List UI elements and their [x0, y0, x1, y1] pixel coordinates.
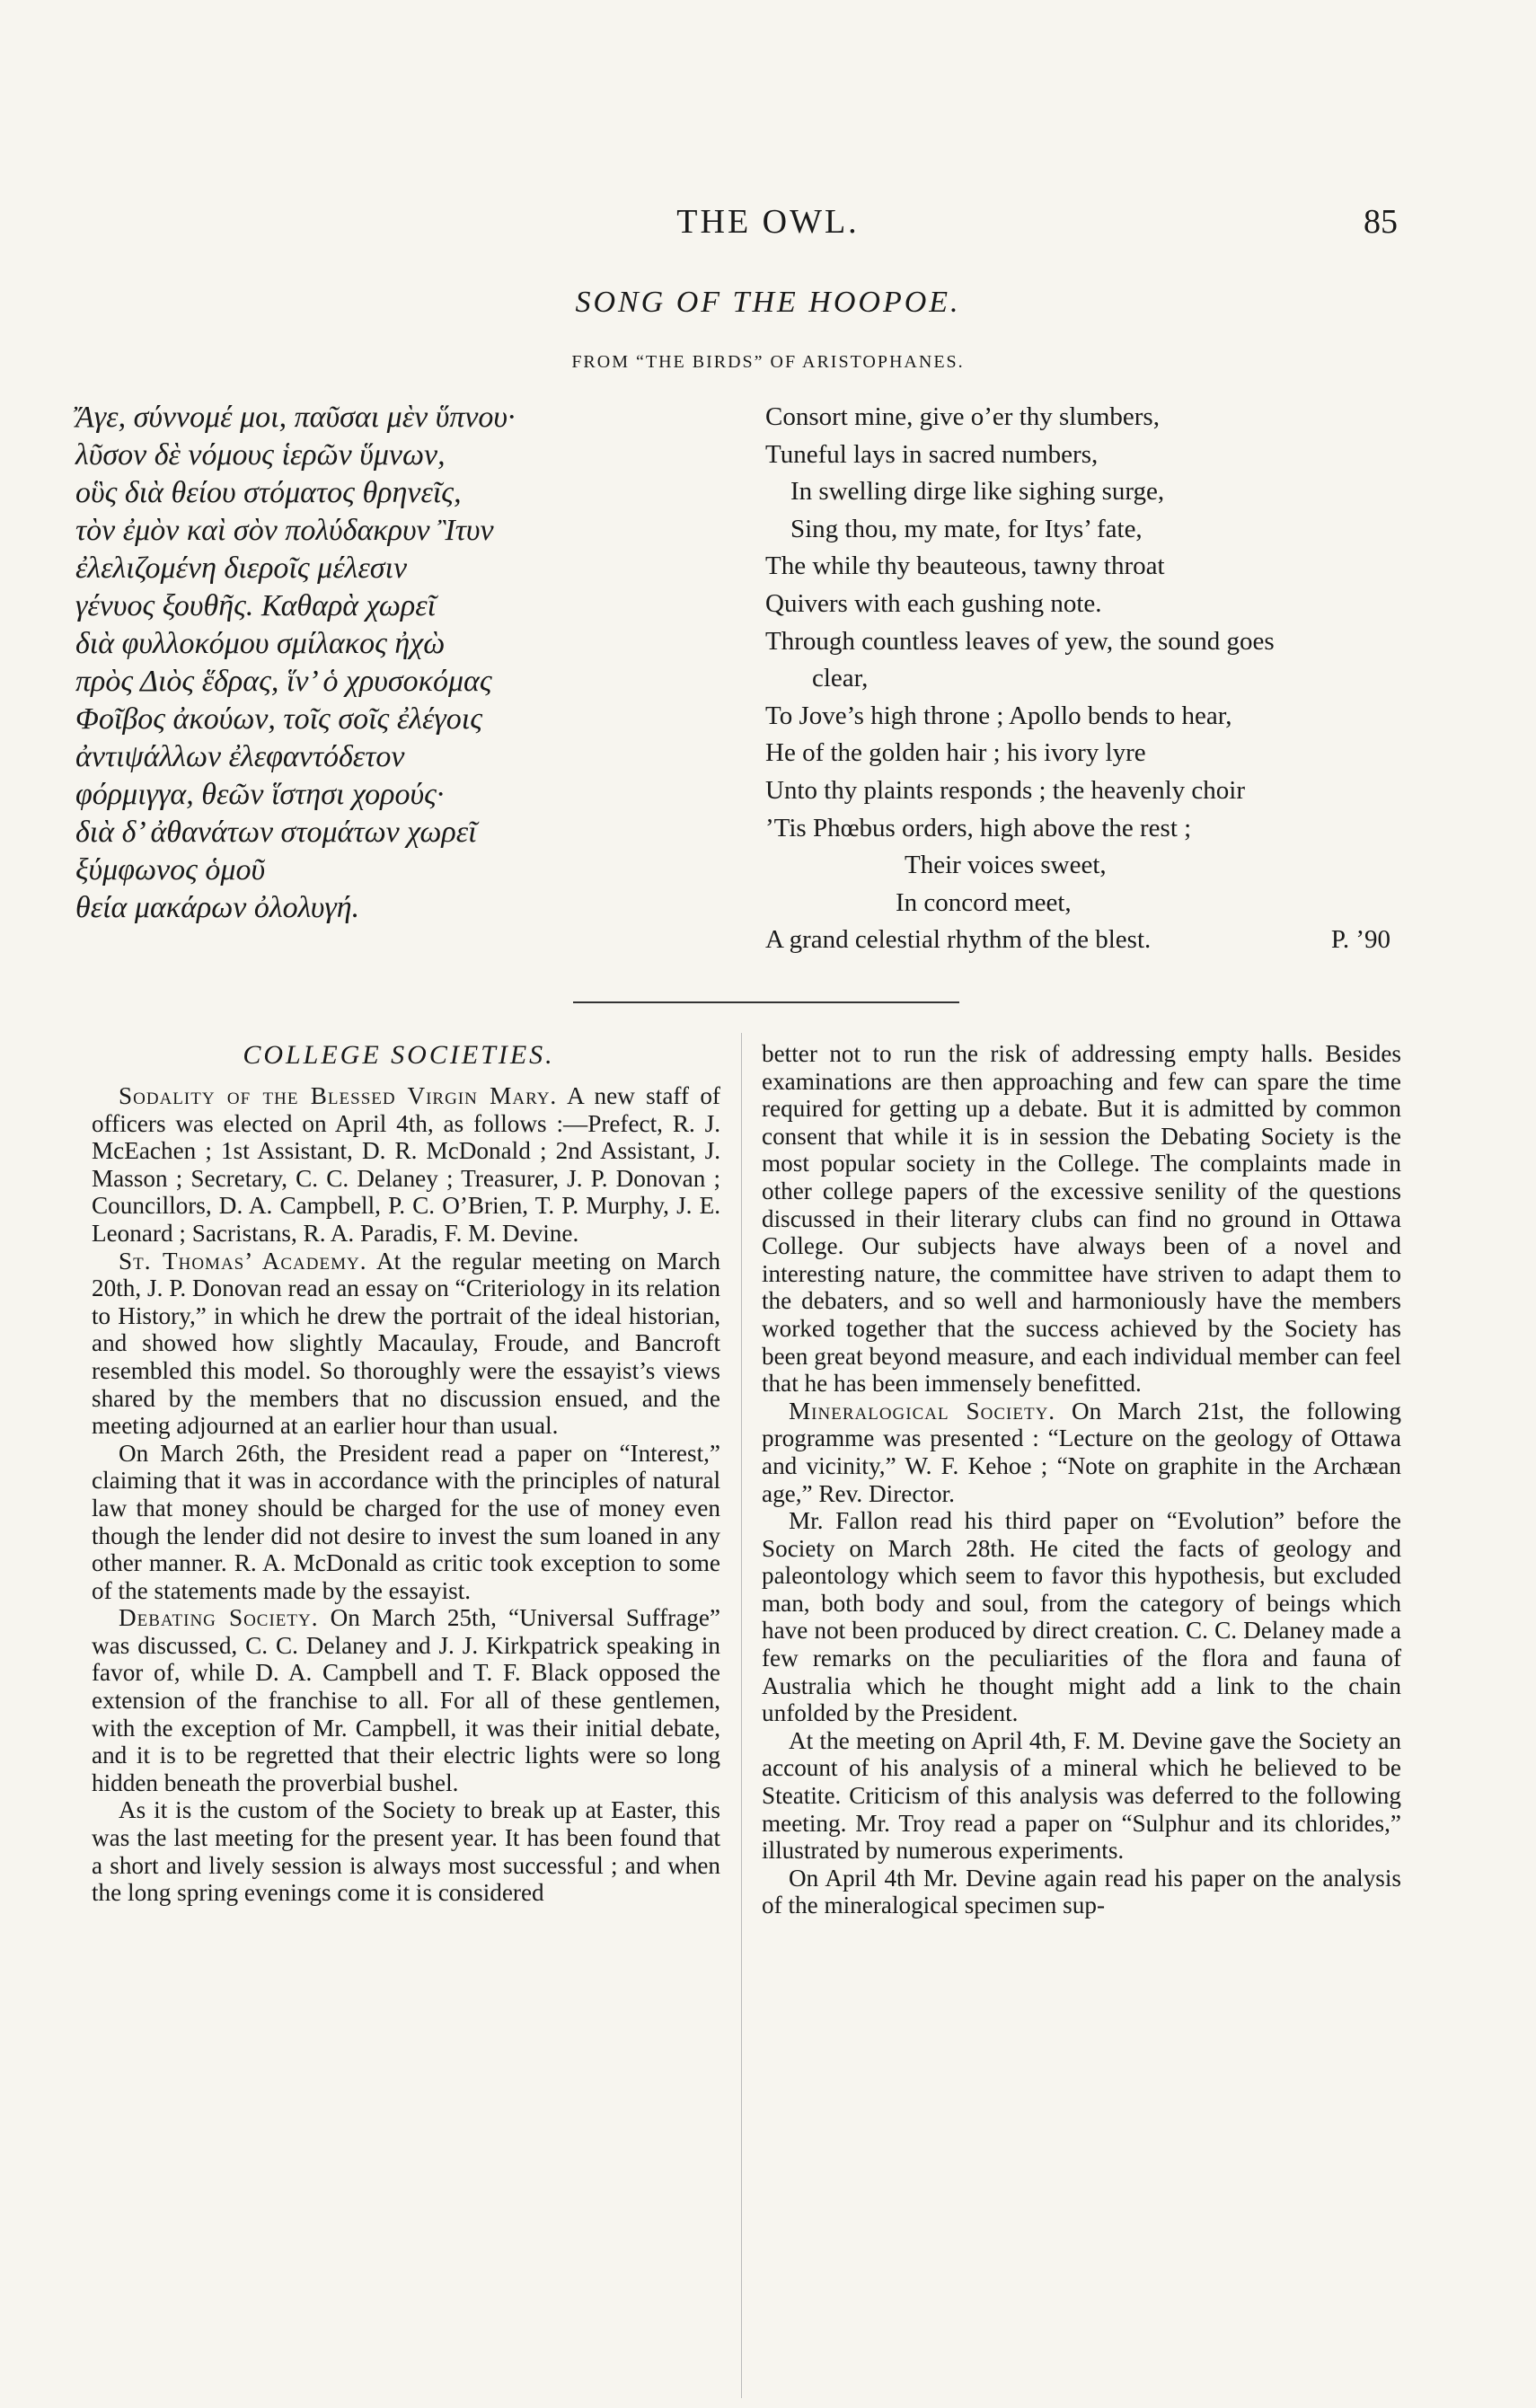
running-header: THE OWL. [676, 203, 860, 241]
paragraph [92, 1248, 720, 1440]
greek-line: οὓς διὰ θείου στόματος θρηνεῖς, [75, 476, 462, 509]
poem-signature: P. ’90 [1330, 925, 1390, 955]
greek-line: ἀντιψάλλων ἐλεφαντόδετον [75, 740, 405, 773]
greek-line: ξύμφωνος ὁμοῦ [75, 853, 266, 886]
english-line: In swelling dirge like sighing surge, [790, 477, 1165, 507]
paragraph-lead: Sodality of the Blessed Virgin Mary. [119, 1082, 558, 1109]
greek-line: τὸν ἐμὸν καὶ σὸν πολύδακρυν Ἲτυν [75, 514, 494, 547]
paragraph-text: better not to run the risk of addressing empty halls. Besides examinations are then approaching and few can spare the time required for getting up a debate. But it is admitted by common consent that while it is in session the Debating Society is the most popular society in the College. The complaints made in other college papers of the excessive senility of the questions discussed in their literary clubs can find no ground in Ottawa College. Our subjects have always been of a novel and interesting nature, the committee have striven to adapt them to the debaters, and so well and harmoniously have the members worked together that the success achieved by the Society has been great beyond measure, and each individual member can feel that he has been immensely benefitted. [762, 1040, 1401, 1398]
english-line-last [765, 922, 1412, 959]
poem-title: SONG OF THE HOOPOE. [575, 286, 961, 319]
column-divider [741, 1033, 742, 2398]
paragraph-lead: St. Thomas’ Academy. [119, 1247, 367, 1275]
paragraph [92, 1796, 720, 1906]
section-divider [573, 1001, 959, 1003]
paragraph-text: On April 4th Mr. Devine again read his paper on the analysis of the mineralogical specimen sup- [762, 1864, 1401, 1919]
greek-line: θεία μακάρων ὀλολυγή. [75, 891, 360, 924]
paragraph [762, 1507, 1401, 1727]
poem-source: FROM “THE BIRDS” OF ARISTOPHANES. [571, 352, 965, 372]
english-line: Sing thou, my mate, for Itys’ fate, [790, 514, 1143, 543]
paragraph [762, 1727, 1401, 1865]
greek-line: πρὸς Διὸς ἕδρας, ἵν’ ὁ χρυσοκόμας [75, 665, 492, 698]
english-line: He of the golden hair ; his ivory lyre [765, 738, 1146, 768]
paragraph-text: At the meeting on April 4th, F. M. Devine gave the Society an account of his analysis of a mineral which he believed to be Steatite. Criticism of this analysis was deferred to the following meeting. Mr. Troy read a paper on “Sulphur and its chlorides,” illustrated by numerous experiments. [762, 1726, 1401, 1865]
english-line: Tuneful lays in sacred numbers, [765, 439, 1099, 469]
paragraph [92, 1082, 720, 1248]
paragraph-text: On March 26th, the President read a paper on “Interest,” claiming that it was in accordance with the principles of natural law that money should be charged for the use of money even though the lender did not desire to invest the sum loaned in any other manner. R. A. McDonald as critic took exception to some of the statements made by the essayist. [92, 1439, 720, 1604]
greek-verse [75, 399, 740, 927]
english-line: Unto thy plaints responds ; the heavenly choir [765, 775, 1245, 805]
greek-line: φόρμιγγα, θεῶν ἵστησι χορούς· [75, 778, 445, 811]
greek-line: λῦσον δὲ νόμους ἱερῶν ὕμνων, [75, 438, 446, 472]
page-number: 85 [1364, 203, 1398, 241]
paragraph [762, 1398, 1401, 1507]
paragraph-text: At the regular meeting on March 20th, J. P. Donovan read an essay on “Criteriology in its relation to History,” in which he drew the portrait of the ideal historian, and showed how slightly Macaulay, Froude, and Bancroft resembled this model. So thoroughly were the essayist’s views shared by the members that no discussion ensued, and the meeting adjourned at an earlier hour than usual. [92, 1247, 720, 1440]
paragraph-text: Mr. Fallon read his third paper on “Evolution” before the Society on March 28th. He cited the facts of geology and paleontology which seem to favor this hypothesis, but excluded man, both body and soul, from the category of beings which have not been produced by direct creation. C. C. Delaney made a few remarks on the peculiarities of the flora and fauna of Australia which he thought might add a link to the chain unfolded by the President. [762, 1507, 1401, 1727]
english-line: Through countless leaves of yew, the sound goes [765, 626, 1275, 656]
greek-line: Φοῖβος ἀκούων, τοῖς σοῖς ἐλέγοις [75, 702, 483, 736]
right-column [762, 1040, 1401, 1919]
greek-line: διὰ φυλλοκόμου σμίλακος ἠχὼ [75, 627, 446, 660]
section-title: COLLEGE SOCIETIES. [243, 1040, 555, 1070]
english-line: In concord meet, [896, 887, 1072, 917]
english-line: The while thy beauteous, tawny throat [765, 551, 1165, 581]
english-line: Quivers with each gushing note. [765, 588, 1102, 618]
paragraph-text: A new staff of officers was elected on April 4th, as follows :—Prefect, R. J. McEachen ; 1st Assistant, D. R. McDonald ; 2nd Assistant, J. Masson ; Secretary, C. C. Delaney ; Treasurer, J. P. Donovan ; Councillors, D. A. Campbell, P. C. O’Brien, T. P. Murphy, J. E. Leonard ; Sacristans, R. A. Paradis, F. M. Devine. [92, 1082, 720, 1247]
paragraph [762, 1040, 1401, 1398]
paragraph [92, 1604, 720, 1796]
greek-line: ἐλελιζομένη διεροῖς μέλεσιν [75, 551, 408, 585]
paragraph-text: As it is the custom of the Society to break up at Easter, this was the last meeting for the present year. It has been found that a short and lively session is always most successful ; and when the long spring evenings come it is considered [92, 1796, 720, 1907]
english-line: ’Tis Phœbus orders, high above the rest ; [765, 813, 1192, 842]
english-line: clear, [812, 664, 869, 693]
english-line: Their voices sweet, [905, 851, 1107, 880]
greek-line: γένυος ξουθῆς. Καθαρὰ χωρεῖ [75, 589, 437, 622]
paragraph [92, 1440, 720, 1605]
english-line: A grand celestial rhythm of the blest. [765, 925, 1152, 955]
english-translation [765, 399, 1412, 959]
greek-line: διὰ δ’ ἀθανάτων στομάτων χωρεῖ [75, 816, 477, 849]
paragraph-text: On March 21st, the following programme was presented : “Lecture on the geology of Ottawa and vicinity,” W. F. Kehoe ; “Note on graphite in the Archæan age,” Rev. Director. [762, 1397, 1401, 1507]
paragraph [762, 1865, 1401, 1919]
left-column [92, 1082, 720, 1907]
paragraph-lead: Debating Society. [119, 1604, 319, 1632]
paragraph-text: On March 25th, “Universal Suffrage” was discussed, C. C. Delaney and J. J. Kirkpatrick speaking in favor of, while D. A. Campbell and T. F. Black opposed the extension of the franchise to all. For all of these gentlemen, with the exception of Mr. Campbell, it was their initial debate, and it is to be regretted that their electric lights were so long hidden beneath the proverbial bushel. [92, 1604, 720, 1796]
greek-line: Ἄγε, σύννομέ μοι, παῦσαι μὲν ὕπνου· [75, 401, 516, 434]
english-line: To Jove’s high throne ; Apollo bends to hear, [765, 701, 1232, 730]
english-line: Consort mine, give o’er thy slumbers, [765, 402, 1160, 431]
paragraph-lead: Mineralogical Society. [789, 1397, 1056, 1425]
